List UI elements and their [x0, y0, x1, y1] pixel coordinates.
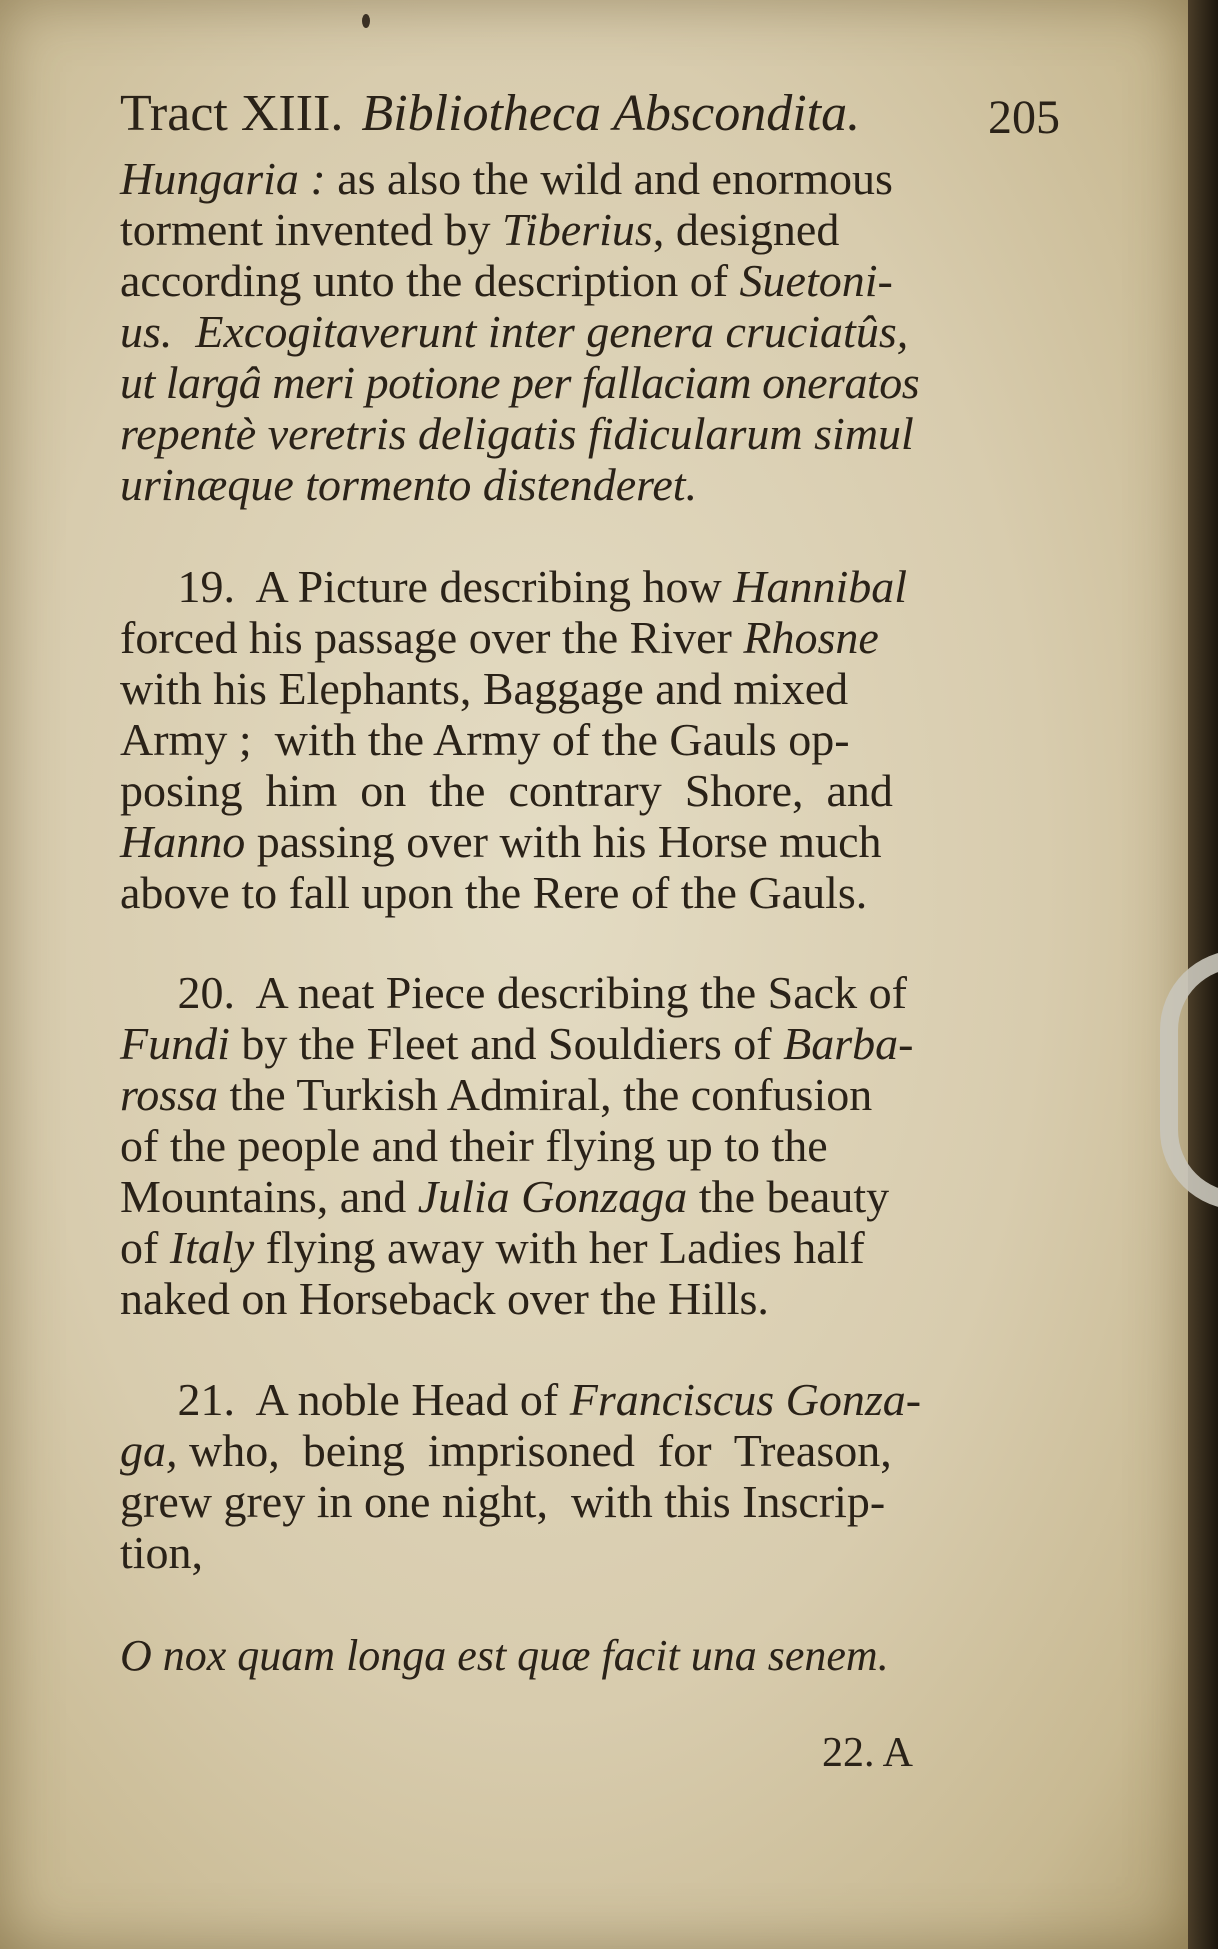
ink-spot	[362, 14, 370, 28]
italic-text: rossa	[120, 1069, 218, 1120]
italic-text: Hanno	[120, 816, 246, 867]
italic-text: Hannibal	[733, 561, 908, 612]
running-title-italic: Bibliotheca Abscondita.	[361, 85, 861, 142]
latin-verse: O nox quam longa est quæ facit una senem.	[120, 1631, 889, 1680]
roman-text: , designed	[652, 204, 840, 255]
roman-text: 21. A noble Head of	[120, 1374, 570, 1425]
roman-text: posing him on the contrary Shore, and	[120, 765, 893, 816]
italic-text: Tiberius	[501, 204, 653, 255]
paragraph-continuation	[120, 153, 920, 510]
italic-text: Franciscus Gonza-	[569, 1374, 922, 1425]
roman-text: forced his passage over the River	[120, 612, 744, 663]
italic-text: us. Excogitaverunt inter genera cruciatûs,	[120, 306, 909, 357]
text-line	[120, 1222, 920, 1273]
running-title	[120, 84, 860, 143]
text-line	[120, 255, 920, 306]
text-line	[120, 867, 920, 918]
text-line	[120, 1120, 920, 1171]
text-line	[120, 1527, 920, 1578]
text-line	[120, 1374, 920, 1425]
italic-text: Hungaria :	[120, 153, 326, 204]
italic-text: urinæque tormento distenderet.	[120, 459, 698, 510]
roman-text: of	[120, 1222, 170, 1273]
roman-text: above to fall upon the Rere of the Gauls.	[120, 867, 868, 918]
roman-text: the beauty	[687, 1171, 890, 1222]
text-line	[120, 561, 920, 612]
italic-text: Julia Gonzaga	[417, 1171, 688, 1222]
text-line	[120, 612, 920, 663]
text-line	[120, 1273, 920, 1324]
text-line	[120, 967, 920, 1018]
text-line	[120, 153, 920, 204]
roman-text: grew grey in one night, with this Inscrip-	[120, 1476, 886, 1527]
italic-text: ut largâ meri potione per fallaciam oneratos	[120, 357, 920, 408]
italic-text: Suetoni-	[739, 255, 893, 306]
italic-text: ga,	[120, 1425, 178, 1476]
roman-text: as also the wild and enormous	[325, 153, 893, 204]
roman-text: torment invented by	[120, 204, 502, 255]
roman-text: of the people and their flying up to the	[120, 1120, 828, 1171]
roman-text: tion,	[120, 1527, 204, 1578]
roman-text: with his Elephants, Baggage and mixed	[120, 663, 849, 714]
text-line	[120, 1171, 920, 1222]
running-header	[120, 84, 1060, 144]
roman-text: Mountains, and	[120, 1171, 418, 1222]
italic-text: Italy	[169, 1222, 255, 1273]
roman-text: the Turkish Admiral, the confusion	[218, 1069, 873, 1120]
running-title-roman: Tract XIII.	[120, 85, 344, 142]
text-line	[120, 816, 920, 867]
text-line	[120, 204, 920, 255]
italic-text: repentè veretris deligatis fidicularum simul	[120, 408, 914, 459]
roman-text: naked on Horseback over the Hills.	[120, 1273, 769, 1324]
paragraph-item-19	[120, 561, 920, 918]
text-line	[120, 408, 920, 459]
italic-text: Fundi	[120, 1018, 230, 1069]
text-line	[120, 1069, 920, 1120]
catchword: 22. A	[821, 1730, 913, 1776]
text-line	[120, 1018, 920, 1069]
text-line	[120, 306, 920, 357]
paragraph-item-20	[120, 967, 920, 1324]
italic-text: Rhosne	[743, 612, 879, 663]
text-line	[120, 1476, 920, 1527]
italic-text: Barba-	[783, 1018, 914, 1069]
text-line	[120, 459, 920, 510]
roman-text: flying away with her Ladies half	[254, 1222, 865, 1273]
page-number: 205	[988, 91, 1060, 144]
roman-text: passing over with his Horse much	[245, 816, 882, 867]
roman-text: according unto the description of	[120, 255, 740, 306]
text-line	[120, 714, 920, 765]
roman-text: by the Fleet and Souldiers of	[229, 1018, 784, 1069]
roman-text: 19. A Picture describing how	[120, 561, 734, 612]
roman-text: Army ; with the Army of the Gauls op-	[120, 714, 850, 765]
roman-text: who, being imprisoned for Treason,	[177, 1425, 892, 1476]
roman-text: 20. A neat Piece describing the Sack of	[120, 967, 907, 1018]
text-line	[120, 1425, 920, 1476]
text-line	[120, 357, 920, 408]
text-line	[120, 663, 920, 714]
text-line	[120, 765, 920, 816]
paragraph-item-21	[120, 1374, 920, 1578]
